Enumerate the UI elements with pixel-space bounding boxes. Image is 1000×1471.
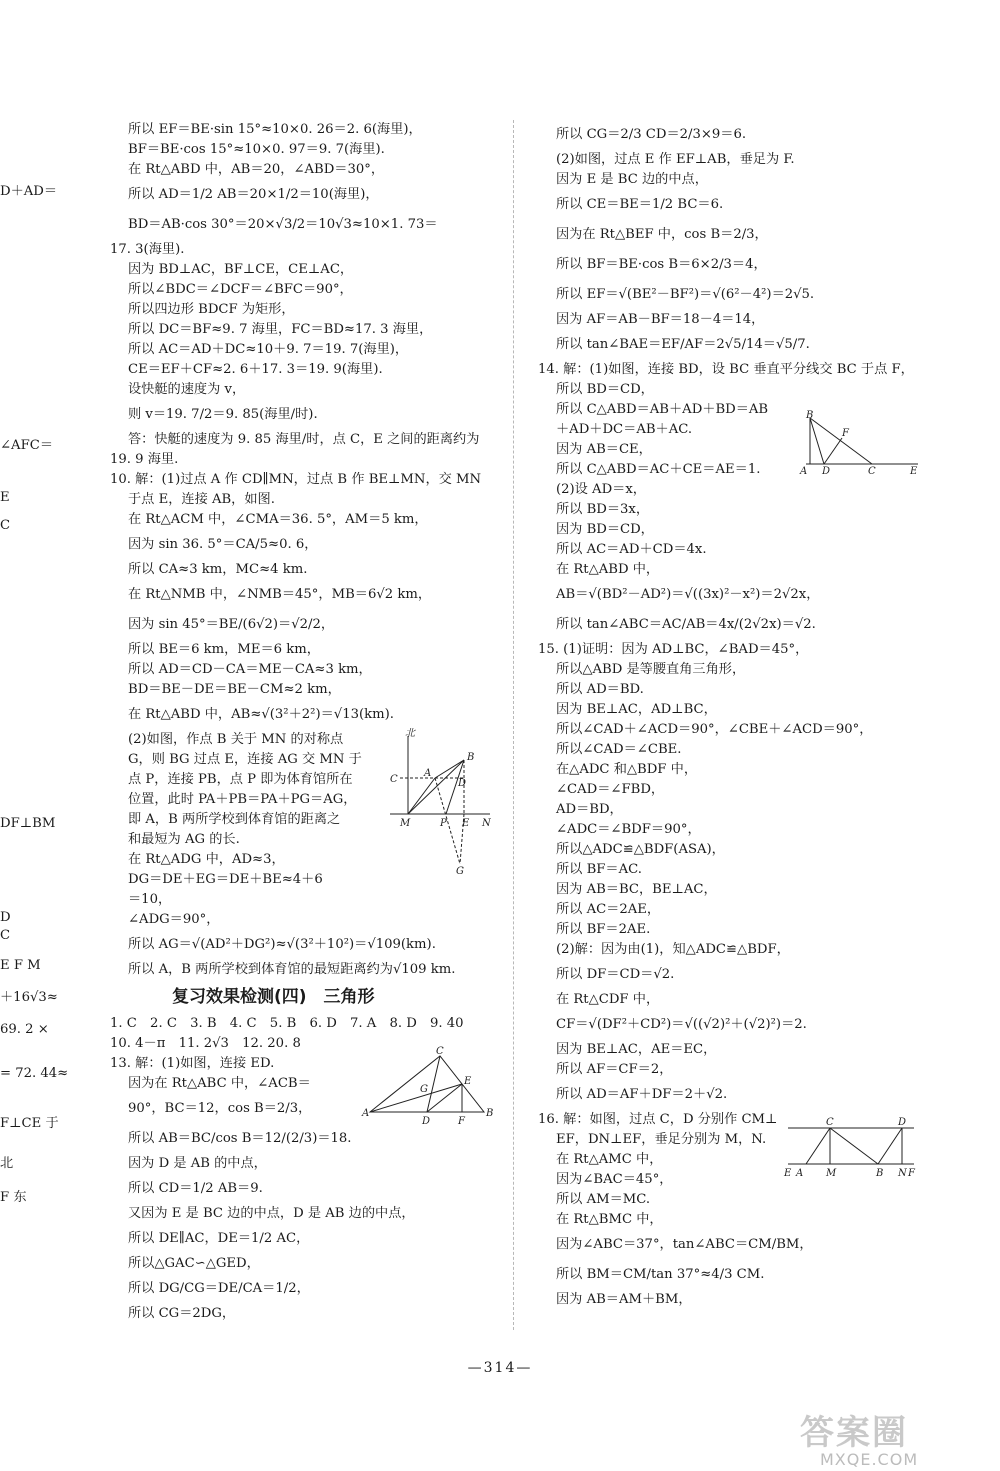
fig10-label: N [482, 818, 491, 829]
text-line: 在 Rt△ABD 中， [556, 562, 660, 577]
fig13-label: F [458, 1116, 465, 1127]
text-line: 因为 BE⊥AC，AE＝EC， [556, 1042, 717, 1057]
text-line: 所以∠BDC＝∠DCF＝∠BFC＝90°， [128, 282, 353, 297]
text-line: 所以 tan∠BAE＝EF/AF＝2√5/14＝√5/7. [556, 337, 810, 352]
text-line: 在△ADC 和△BDF 中， [556, 762, 698, 777]
text-line: ＋AD＋DC＝AB＋AC. [556, 422, 693, 437]
text-line: 17. 3(海里). [110, 242, 185, 257]
fig13-label: C [436, 1046, 444, 1057]
text-line: 因为在 Rt△ABC 中，∠ACB＝ [128, 1076, 311, 1091]
text-line: (2)如图，作点 B 关于 MN 的对称点 [128, 732, 344, 747]
fig16-label: N [898, 1168, 907, 1179]
fig10-label: M [400, 818, 411, 829]
text-line: ∠CAD＝∠FBD， [556, 782, 665, 797]
watermark-logo [800, 1405, 980, 1467]
left-fragment-text: C [0, 928, 11, 943]
problem-line: 14. 解：(1)如图，连接 BD，设 BC 垂直平分线交 BC 于点 F， [538, 362, 914, 377]
text-line: 位置，此时 PA＋PB＝PA＋PG＝AG， [128, 792, 357, 807]
text-line: 所以 BM＝CM/tan 37°≈4/3 CM. [556, 1267, 765, 1282]
text-line: 所以 EF＝√(BE²－BF²)＝√(6²－4²)＝2√5. [556, 287, 815, 302]
text-line: 因为 D 是 AB 的中点， [128, 1156, 267, 1171]
text-line: 在 Rt△BMC 中， [556, 1212, 663, 1227]
text-line: 因为 AF＝AB－BF＝18－4＝14， [556, 312, 765, 327]
left-fragment-text: 北 [0, 1156, 14, 1171]
text-line: 所以 CG＝2/3 CD＝2/3×9＝6. [556, 127, 747, 142]
text-line: 所以 CA≈3 km，MC≈4 km. [128, 562, 308, 577]
problem-line: 10. 解：(1)过点 A 作 CD∥MN，过点 B 作 BE⊥MN，交 MN [110, 472, 482, 487]
text-line: 所以 AD＝AF＋DF＝2＋√2. [556, 1087, 728, 1102]
left-fragment-text: E [0, 490, 10, 505]
left-fragment-text: D＋AD＝ [0, 184, 58, 199]
fig10-label: D [458, 778, 467, 789]
text-line: EF，DN⊥EF，垂足分别为 M，N. [556, 1132, 767, 1147]
text-line: 所以 A，B 两所学校到体育馆的最短距离约为√109 km. [128, 962, 456, 977]
text-line: 因为∠ABC＝37°，tan∠ABC＝CM/BM， [556, 1237, 813, 1252]
text-line: 所以 BF＝AC. [556, 862, 642, 877]
fig13-label: G [420, 1084, 428, 1095]
text-line: CF＝√(DF²＋CD²)＝√((√2)²＋(√2)²)＝2. [556, 1017, 807, 1032]
fig10-label: G [456, 866, 464, 877]
text-line: 所以 AC＝2AE， [556, 902, 661, 917]
text-line: (2)解：因为由(1)，知△ADC≌△BDF， [556, 942, 790, 957]
text-line: 所以 C△ABD＝AC＋CE＝AE＝1. [556, 462, 761, 477]
left-fragment-text: 69. 2 × [0, 1022, 49, 1037]
fig13-label: D [422, 1116, 431, 1127]
text-line: 设快艇的速度为 v， [128, 382, 246, 397]
left-fragment-text: E F M [0, 958, 41, 973]
text-line: BD＝BE－DE＝BE－CM≈2 km， [128, 682, 341, 697]
fig14-label: F [842, 428, 849, 439]
problem-line: 13. 解：(1)如图，连接 ED. [110, 1056, 275, 1071]
left-fragment-text: ∠AFC＝ [0, 438, 54, 453]
text-line: 所以 AC＝AD＋CD＝4x. [556, 542, 707, 557]
text-line: (2)如图，过点 E 作 EF⊥AB，垂足为 F. [556, 152, 795, 167]
text-line: 在 Rt△NMB 中，∠NMB＝45°，MB＝6√2 km， [128, 587, 432, 602]
text-line: 所以 AD＝CD－CA＝ME－CA≈3 km， [128, 662, 372, 677]
fig14-label: C [868, 466, 876, 477]
text-line: 所以△GAC∽△GED， [128, 1256, 260, 1271]
fig10-label: 北 [405, 728, 415, 739]
figure-problem-13 [360, 1044, 492, 1130]
text-line: 因为在 Rt△BEF 中，cos B＝2/3， [556, 227, 768, 242]
text-line: 在 Rt△CDF 中， [556, 992, 660, 1007]
figure-problem-14 [796, 410, 922, 478]
text-line: 在 Rt△ADG 中，AD≈3， [128, 852, 285, 867]
text-line: 所以 DG/CG＝DE/CA＝1/2， [128, 1281, 310, 1296]
fig16-label: E [784, 1168, 792, 1179]
text-line: 答：快艇的速度为 9. 85 海里/时，点 C，E 之间的距离约为 [128, 432, 480, 447]
text-line: 所以 DE∥AC，DE＝1/2 AC， [128, 1231, 310, 1246]
text-line: 又因为 E 是 BC 边的中点，D 是 AB 边的中点， [128, 1206, 415, 1221]
left-fragment-text: F 东 [0, 1190, 27, 1205]
text-line: 因为 AB＝AM＋BM， [556, 1292, 692, 1307]
page-number: —314— [467, 1360, 533, 1376]
fig14-label: A [800, 466, 808, 477]
figure-problem-16 [780, 1114, 920, 1182]
fig10-label: C [390, 774, 398, 785]
problem-line: 1. C 2. C 3. B 4. C 5. B 6. D 7. A 8. D 9. 40 [110, 1016, 464, 1031]
fig10-label: A [424, 768, 432, 779]
problem-line: 16. 解：如图，过点 C，D 分别作 CM⊥ [538, 1112, 778, 1127]
text-line: 在 Rt△AMC 中， [556, 1152, 663, 1167]
text-line: 所以∠CAD＝∠CBE. [556, 742, 682, 757]
text-line: AB＝√(BD²－AD²)＝√((3x)²－x²)＝2√2x， [556, 587, 820, 602]
text-line: 因为 sin 45°＝BE/(6√2)＝√2/2， [128, 617, 335, 632]
text-line: 因为 BE⊥AC，AD⊥BC， [556, 702, 717, 717]
fig14-label: B [806, 410, 814, 421]
problem-line: 15. (1)证明：因为 AD⊥BC，∠BAD＝45°， [538, 642, 809, 657]
text-line: AD＝BD， [556, 802, 623, 817]
fig16-label: A [796, 1168, 804, 1179]
left-fragment-text: C [0, 518, 11, 533]
text-line: 则 v＝19. 7/2＝9. 85(海里/时). [128, 407, 318, 422]
text-line: 所以 AB＝BC/cos B＝12/(2/3)＝18. [128, 1131, 352, 1146]
fig10-label: P [440, 818, 447, 829]
fig16-label: B [876, 1168, 884, 1179]
text-line: 所以 AG＝√(AD²＋DG²)≈√(3²＋10²)＝√109(km). [128, 937, 436, 952]
text-line: 和最短为 AG 的长. [128, 832, 240, 847]
problem-line: 10. 4－π 11. 2√3 12. 20. 8 [110, 1036, 301, 1051]
section-title: 复习效果检测(四) 三角形 [172, 987, 375, 1007]
text-line: 因为 AB＝BC，BE⊥AC， [556, 882, 717, 897]
watermark-url: MXQE.COM [820, 1450, 919, 1469]
text-line: 在 Rt△ABD 中，AB≈√(3²＋2²)＝√13(km). [128, 707, 394, 722]
text-line: 在 Rt△ABD 中，AB＝20，∠ABD＝30°， [128, 162, 385, 177]
text-line: DG＝DE＋EG＝DE＋BE≈4＋6 [128, 872, 323, 887]
text-line: 于点 E，连接 AB，如图. [128, 492, 275, 507]
text-line: 因为 BD＝CD， [556, 522, 654, 537]
text-line: 所以 AM＝MC. [556, 1192, 651, 1207]
text-line: ∠ADG＝90°， [128, 912, 220, 927]
left-fragment-text: = 72. 44≈ [0, 1066, 69, 1081]
text-line: 即 A，B 两所学校到体育馆的距离之 [128, 812, 341, 827]
fig16-label: D [898, 1117, 907, 1128]
column-divider [513, 120, 515, 1330]
text-line: 所以四边形 BDCF 为矩形， [128, 302, 295, 317]
text-line: 所以 BD＝3x， [556, 502, 650, 517]
fig10-label: E [462, 818, 470, 829]
text-line: 在 Rt△ACM 中，∠CMA＝36. 5°，AM＝5 km， [128, 512, 428, 527]
text-line: 所以△ADC≌△BDF(ASA)， [556, 842, 725, 857]
figure-problem-10 [380, 726, 500, 876]
left-fragment-text: ＋16√3≈ [0, 990, 58, 1005]
text-line: ＝10， [128, 892, 172, 907]
text-line: 所以 CG＝2DG， [128, 1306, 236, 1321]
fig13-label: E [464, 1076, 472, 1087]
watermark-text: 答案圈 [800, 1413, 908, 1453]
text-line: 所以△ABD 是等腰直角三角形， [556, 662, 746, 677]
text-line: 所以 BD＝CD， [556, 382, 654, 397]
text-line: (2)设 AD＝x， [556, 482, 646, 497]
text-line: 所以 CE＝BE＝1/2 BC＝6. [556, 197, 724, 212]
text-line: BD＝AB·cos 30°＝20×√3/2＝10√3≈10×1. 73＝ [128, 217, 438, 232]
text-line: 因为∠BAC＝45°， [556, 1172, 673, 1187]
text-line: 所以 AD＝BD. [556, 682, 644, 697]
text-line: 所以 BF＝2AE. [556, 922, 651, 937]
fig16-label: C [826, 1117, 834, 1128]
text-line: 所以∠CAD＋∠ACD＝90°，∠CBE＋∠ACD＝90°， [556, 722, 873, 737]
text-line: CE＝EF＋CF≈2. 6＋17. 3＝19. 9(海里). [128, 362, 383, 377]
fig13-label: B [486, 1108, 494, 1119]
text-line: 所以 EF＝BE·sin 15°≈10×0. 26＝2. 6(海里)， [128, 122, 422, 137]
left-fragment-text: D [0, 910, 11, 925]
fig10-label: B [467, 752, 475, 763]
text-line: 90°，BC＝12，cos B＝2/3， [128, 1101, 312, 1116]
fig14-label: D [822, 466, 831, 477]
text-line: 所以 BF＝BE·cos B＝6×2/3＝4， [556, 257, 767, 272]
left-fragment-text: DF⊥BM [0, 816, 56, 831]
text-line: 所以 CD＝1/2 AB＝9. [128, 1181, 263, 1196]
text-line: BF＝BE·cos 15°≈10×0. 97＝9. 7(海里). [128, 142, 385, 157]
text-line: 因为 AB＝CE， [556, 442, 652, 457]
fig14-label: E [910, 466, 918, 477]
text-line: ∠ADC＝∠BDF＝90°， [556, 822, 701, 837]
text-line: 因为 BD⊥AC，BF⊥CE，CE⊥AC， [128, 262, 354, 277]
text-line: 因为 sin 36. 5°＝CA/5≈0. 6， [128, 537, 318, 552]
fig16-label: M [826, 1168, 837, 1179]
fig16-label: F [908, 1168, 915, 1179]
text-line: 所以 AC＝AD＋DC≈10＋9. 7＝19. 7(海里)， [128, 342, 409, 357]
text-line: 所以 C△ABD＝AB＋AD＋BD＝AB [556, 402, 769, 417]
text-line: 点 P，连接 PB，点 P 即为体育馆所在 [128, 772, 353, 787]
text-line: 19. 9 海里. [110, 452, 179, 467]
text-line: 所以 tan∠ABC＝AC/AB＝4x/(2√2x)＝√2. [556, 617, 816, 632]
middle-column [110, 120, 500, 1324]
text-line: 所以 BE＝6 km，ME＝6 km， [128, 642, 320, 657]
left-column-fragment [0, 120, 90, 1320]
text-line: 因为 E 是 BC 边的中点， [556, 172, 708, 187]
fig13-label: A [362, 1108, 370, 1119]
text-line: G，则 BG 过点 E，连接 AG 交 MN 于 [128, 752, 362, 767]
text-line: 所以 DC＝BF≈9. 7 海里，FC＝BD≈17. 3 海里， [128, 322, 433, 337]
text-line: 所以 AF＝CF＝2， [556, 1062, 673, 1077]
text-line: 所以 DF＝CD＝√2. [556, 967, 675, 982]
left-fragment-text: F⊥CE 于 [0, 1116, 59, 1131]
text-line: 所以 AD＝1/2 AB＝20×1/2＝10(海里)， [128, 187, 379, 202]
